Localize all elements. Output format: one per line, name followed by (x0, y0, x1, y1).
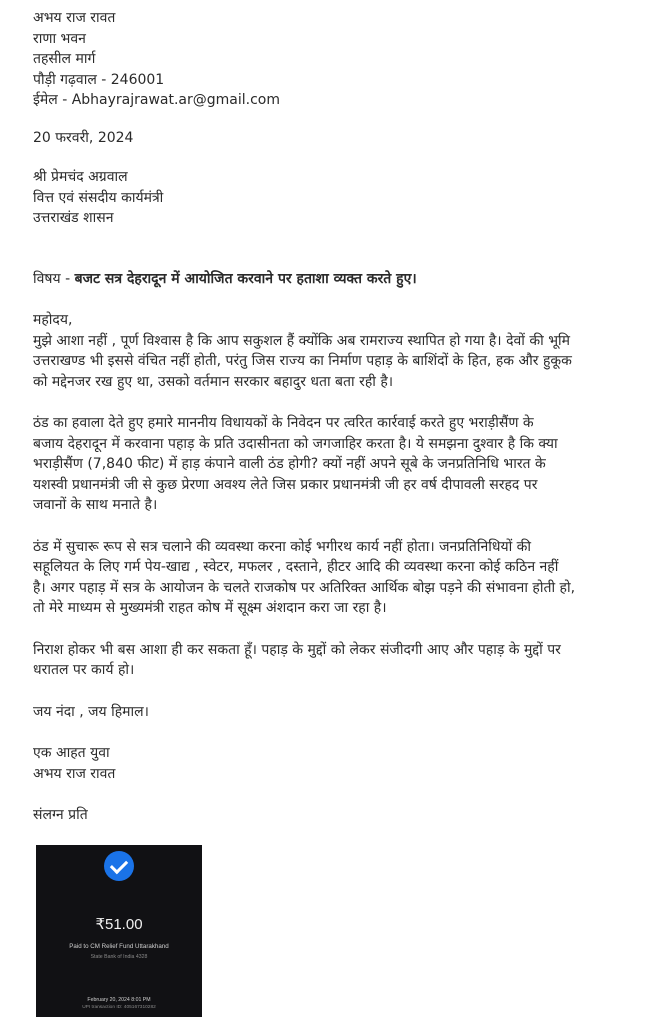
letter (33, 8, 638, 826)
check-circle-icon (104, 851, 134, 881)
recipient-name: श्री प्रेमचंद अग्रवाल (33, 169, 128, 185)
signoff (33, 743, 638, 784)
paragraph-line: धरातल पर कार्य हो। (33, 662, 135, 678)
paragraph-line: बजाय देहरादून में करवाना पहाड़ के प्रति उदासीनता को जगजाहिर करता है। ये समझना दुश्वार है कि क्या (33, 435, 558, 452)
paragraph-line: सहूलियत के लिए गर्म पेय-खाद्य , स्वेटर, मफलर , दस्ताने, हीटर आदि की व्यवस्था करना कोई कठिन नहीं (33, 559, 559, 575)
receipt-datetime: February 20, 2024 8:01 PM (87, 997, 151, 1003)
receipt-payee: Paid to CM Relief Fund Uttarakhand (69, 943, 169, 950)
signoff-name: अभय राज रावत (33, 765, 116, 782)
sender-address-line-2: तहसील मार्ग (33, 51, 96, 67)
recipient-office: उत्तराखंड शासन (33, 210, 114, 226)
paragraph-line: उत्तराखण्ड भी इससे वंचित नहीं होती, परंतु जिस राज्य का निर्माण पहाड़ के बाशिंदों के हित, हक और हुकूक (33, 353, 572, 369)
attachment-label: संलग्न प्रति (33, 807, 88, 823)
receipt-amount: ₹51.00 (95, 916, 143, 933)
closing-slogan: जय नंदा , जय हिमाल। (33, 703, 149, 720)
paragraph-line: ठंड का हवाला देते हुए हमारे माननीय विधायकों के निवेदन पर त्वरित कार्रवाई करते हुए भराड़ीसैंण के (33, 415, 534, 431)
paragraph-line: यशस्वी प्रधानमंत्री जी से कुछ प्रेरणा अवश्य लेते जिस प्रकार प्रधानमंत्री जी हर वर्ष दीपावली सरहद पर (33, 476, 538, 493)
paragraph-2 (33, 413, 638, 516)
paragraph-3 (33, 537, 638, 619)
paragraph-line: है। अगर पहाड़ में सत्र के आयोजन के चलते राजकोष पर अतिरिक्त आर्थिक बोझ पड़ने की संभावना होती हो, (33, 579, 576, 596)
payment-receipt-screenshot (36, 845, 202, 1017)
paragraph-line: को मद्देनजर रख हुए था, उसको वर्तमान सरकार बहादुर धता बता रही है। (33, 373, 394, 390)
subject-line (33, 269, 638, 290)
receipt-transaction-id: UPI transaction ID: 405167310282 (82, 1005, 156, 1010)
sender-name: अभय राज रावत (33, 10, 116, 26)
paragraph-line: मुझे आशा नहीं , पूर्ण विश्वास है कि आप सकुशल हैं क्योंकि अब रामराज्य स्थापित हो गया है। देवों की भूमि (33, 332, 571, 349)
subject-label: विषय - (33, 270, 71, 287)
sender-email: ईमेल - Abhayrajrawat.ar@gmail.com (33, 92, 280, 108)
receipt-bank: State Bank of India 4328 (90, 954, 148, 960)
sender-address-line-1: राणा भवन (33, 30, 86, 47)
paragraph-line: जवानों के साथ मनाते है। (33, 497, 158, 513)
recipient-title: वित्त एवं संसदीय कार्यमंत्री (33, 189, 164, 206)
paragraph-line: ठंड में सुचारू रूप से सत्र चलाने की व्यवस्था करना कोई भगीरथ कार्य नहीं होता। जनप्रतिनिधियों की (33, 538, 532, 555)
paragraph-1 (33, 331, 638, 393)
paragraph-line: निराश होकर भी बस आशा ही कर सकता हूँ। पहाड़ के मुद्दों को लेकर संजीदगी आए और पहाड़ के मुद्दों पर (33, 641, 561, 658)
salutation: महोदय, (33, 312, 73, 328)
sender-address (33, 8, 638, 111)
paragraph-line: भराड़ीसैंण (7,840 फीट) में हाड़ कंपाने वाली ठंड होगी? क्यों नहीं अपने सूबे के जनप्रतिनिधि भारत के (33, 456, 546, 472)
checkmark-icon (110, 856, 128, 874)
paragraph-4 (33, 640, 638, 681)
letter-date: 20 फरवरी, 2024 (33, 129, 134, 146)
recipient-address (33, 167, 638, 229)
paragraph-line: तो मेरे माध्यम से मुख्यमंत्री राहत कोष में सूक्ष्म अंशदान करा जा रहा है। (33, 600, 387, 616)
signoff-line-1: एक आहत युवा (33, 745, 110, 761)
subject-text: बजट सत्र देहरादून में आयोजित करवाने पर हताशा व्यक्त करते हुए। (74, 270, 417, 287)
sender-address-line-3: पौड़ी गढ़वाल - 246001 (33, 71, 165, 88)
